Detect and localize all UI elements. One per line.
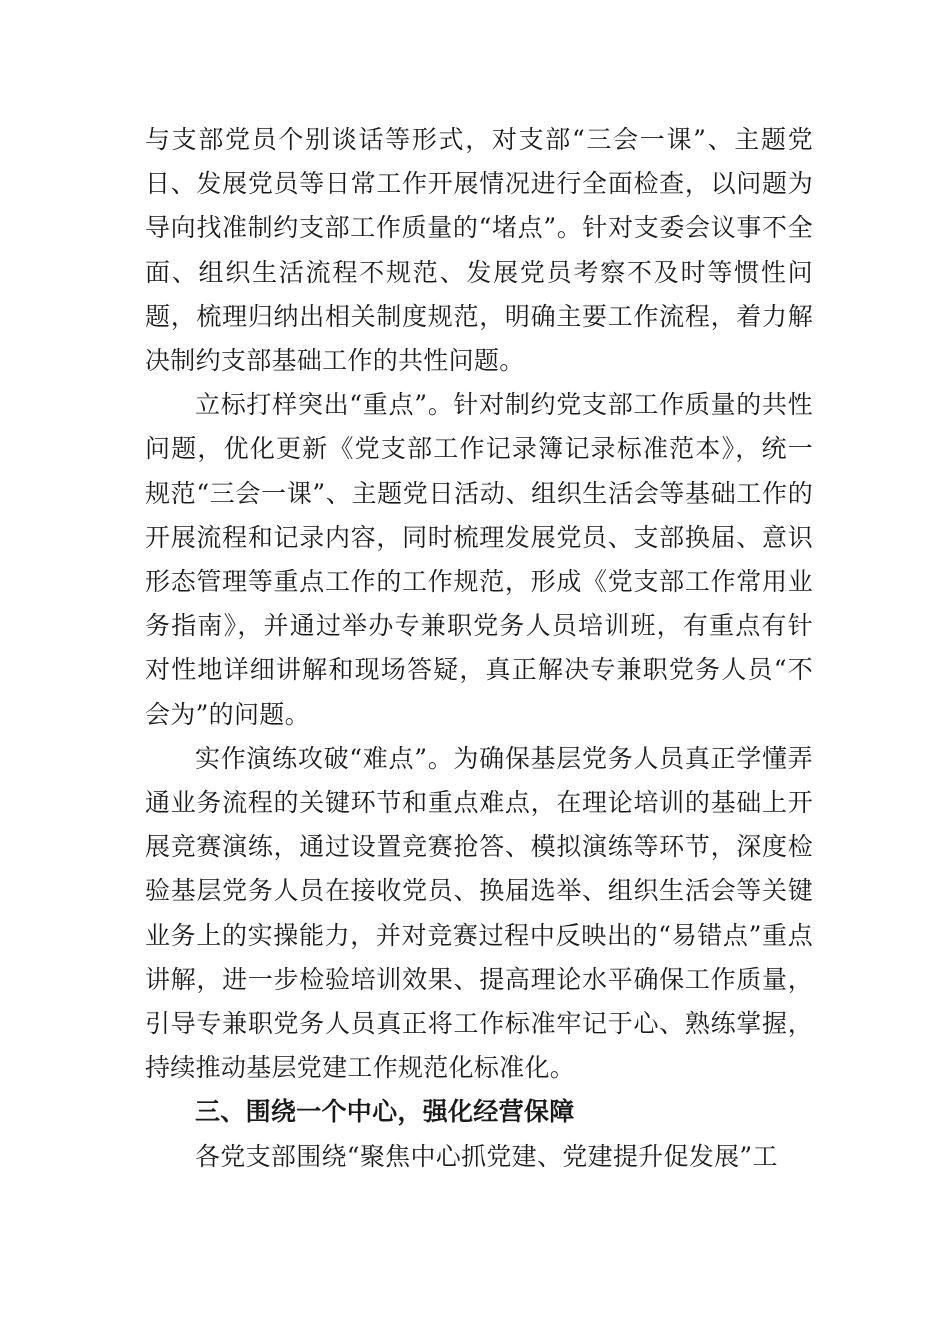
section-heading: 三、围绕一个中心，强化经营保障 (195, 1097, 575, 1127)
paragraph-continuation: 与支部党员个别谈话等形式，对支部“三会一课”、主题党日、发展党员等日常工作开展情况进行全面检查，以问题为导向找准制约支部工作质量的“堵点”。针对支委会议事不全面、组织生活流程不规范、发展党员考察不及时等惯性问题，梳理归纳出相关制度规范，明确主要工作流程，着力解决制约支部基础工作的共性问题。 (145, 125, 813, 376)
paragraph-key-points: 立标打样突出“重点”。针对制约党支部工作质量的共性问题，优化更新《党支部工作记录簿记录标准范本》，统一规范“三会一课”、主题党日活动、组织生活会等基础工作的开展流程和记录内容，同时梳理发展党员、支部换届、意识形态管理等重点工作的工作规范，形成《党支部工作常用业务指南》，并通过举办专兼职党务人员培训班，有重点有针对性地详细讲解和现场答疑，真正解决专兼职党务人员“不会为”的问题。 (145, 390, 813, 729)
paragraph-difficult-points: 实作演练攻破“难点”。为确保基层党务人员真正学懂弄通业务流程的关键环节和重点难点，在理论培训的基础上开展竞赛演练，通过设置竞赛抢答、模拟演练等环节，深度检验基层党务人员在接收党员、换届选举、组织生活会等关键业务上的实操能力，并对竞赛过程中反映出的“易错点”重点讲解，进一步检验培训效果、提高理论水平确保工作质量，引导专兼职党务人员真正将工作标准牢记于心、熟练掌握，持续推动基层党建工作规范化标准化。 (145, 743, 813, 1083)
paragraph-section-start: 各党支部围绕“聚焦中心抓党建、党建提升促发展”工 (195, 1141, 778, 1171)
document-body (145, 118, 813, 1179)
